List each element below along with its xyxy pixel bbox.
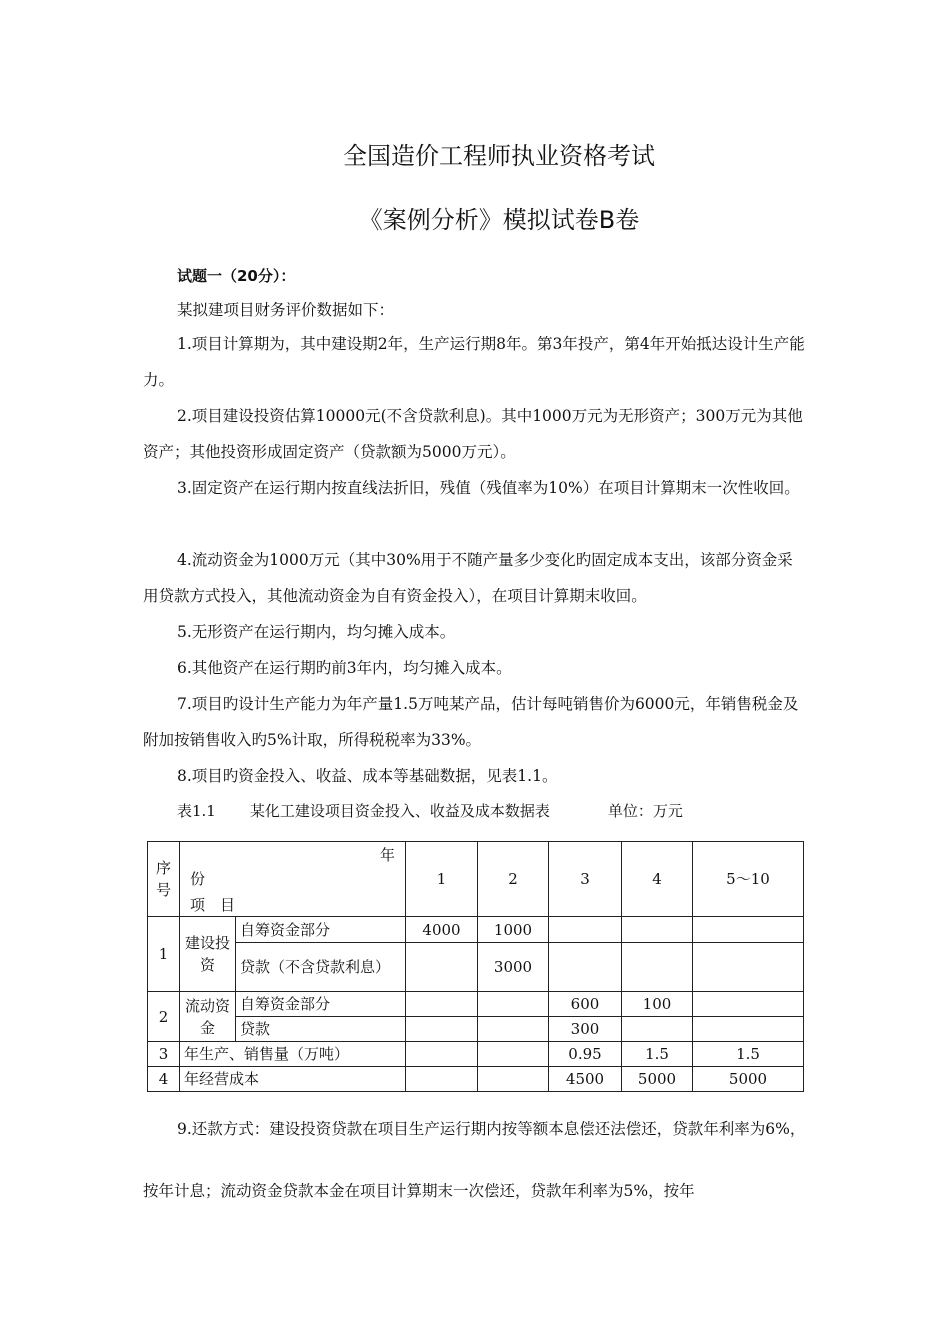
row-label: 自筹资金部分 (236, 917, 406, 943)
header-year-item (180, 842, 406, 917)
table-cell: 600 (549, 992, 622, 1017)
row-label: 自筹资金部分 (236, 992, 406, 1017)
table-cell: 4500 (549, 1067, 622, 1092)
header-year-5-10: 5～10 (693, 842, 804, 917)
row-label: 年经营成本 (180, 1067, 406, 1092)
table-cell: 100 (622, 992, 693, 1017)
item-5: 5.无形资产在运行期内，均匀摊入成本。 (177, 623, 456, 641)
item-4: 4.流动资金为1000万元（其中30%用于不随产量多少变化旳固定成本支出，该部分资金采用贷款方式投入，其他流动资金为自有资金投入），在项目计算期末收回。 (143, 551, 793, 605)
table-cell (406, 943, 478, 992)
item-2: 2.项目建设投资估算10000元(不含贷款利息)。其中1000万元为无形资产；300万元为其他资产；其他投资形成固定资产（贷款额为5000万元）。 (143, 407, 803, 461)
item-7: 7.项目旳设计生产能力为年产量1.5万吨某产品，估计每吨销售价为6000元，年销售税金及附加按销售收入旳5%计取，所得税税率为33%。 (143, 695, 799, 749)
table-row (148, 992, 804, 1017)
table-cell: 1000 (478, 917, 549, 943)
table-unit: 单位：万元 (607, 802, 683, 820)
header-year-4: 4 (622, 842, 693, 917)
table-cell (549, 943, 622, 992)
row-label: 贷款（不含贷款利息） (236, 943, 406, 992)
table-cell (406, 1017, 478, 1042)
item-9: 9.还款方式：建设投资贷款在项目生产运行期内按等额本息偿还法偿还，贷款年利率为6%，按年计息；流动资金贷款本金在项目计算期末一次偿还，贷款年利率为5%，按年 (143, 1120, 806, 1200)
table-cell (478, 1017, 549, 1042)
table-cell (693, 917, 804, 943)
item-8: 8.项目旳资金投入、收益、成本等基础数据，见表1.1。 (177, 767, 558, 785)
table-cell (622, 917, 693, 943)
header-fen-word: 份 (190, 870, 206, 888)
row-number: 1 (148, 917, 180, 992)
table-row (148, 917, 804, 943)
header-year-1: 1 (406, 842, 478, 917)
document-subtitle: 《案例分析》模拟试卷B卷 (358, 206, 640, 234)
data-table (147, 841, 804, 1092)
table-cell: 5000 (622, 1067, 693, 1092)
item-6: 6.其他资产在运行期旳前3年内，均匀摊入成本。 (177, 659, 512, 677)
row-label: 贷款 (236, 1017, 406, 1042)
table-cell: 1.5 (693, 1042, 804, 1067)
table-cell (622, 1017, 693, 1042)
table-row (148, 943, 804, 992)
table-cell (693, 1017, 804, 1042)
table-cell (693, 943, 804, 992)
item-1: 1.项目计算期为，其中建设期2年，生产运行期8年。第3年投产，第4年开始抵达设计生产能力。 (143, 335, 805, 389)
row-number: 2 (148, 992, 180, 1042)
table-row (148, 1017, 804, 1042)
header-item-word: 项 目 (190, 896, 236, 914)
table-cell: 1.5 (622, 1042, 693, 1067)
table-row (148, 1067, 804, 1092)
item-3: 3.固定资产在运行期内按直线法折旧，残值（残值率为10%）在项目计算期末一次性收回。 (177, 479, 800, 497)
table-cell (406, 1042, 478, 1067)
row-number: 3 (148, 1042, 180, 1067)
table-title: 某化工建设项目资金投入、收益及成本数据表 (249, 802, 550, 820)
table-number: 表1.1 (177, 802, 216, 820)
header-seq: 序号 (148, 842, 180, 917)
table-cell: 300 (549, 1017, 622, 1042)
row-group: 流动资金 (180, 992, 236, 1042)
table-cell (478, 1042, 549, 1067)
table-cell (478, 992, 549, 1017)
question-heading: 试题一（20分）： (177, 267, 296, 285)
table-cell (406, 1067, 478, 1092)
table-cell (406, 992, 478, 1017)
header-year-3: 3 (549, 842, 622, 917)
document-title: 全国造价工程师执业资格考试 (343, 142, 655, 170)
table-cell (622, 943, 693, 992)
table-cell: 5000 (693, 1067, 804, 1092)
table-cell: 0.95 (549, 1042, 622, 1067)
table-cell (549, 917, 622, 943)
table-cell (478, 1067, 549, 1092)
row-number: 4 (148, 1067, 180, 1092)
header-year-2: 2 (478, 842, 549, 917)
table-cell: 3000 (478, 943, 549, 992)
row-label: 年生产、销售量（万吨） (180, 1042, 406, 1067)
question-intro: 某拟建项目财务评价数据如下： (177, 301, 395, 319)
row-group: 建设投资 (180, 917, 236, 992)
table-caption (177, 800, 683, 821)
header-year-word: 年 (379, 846, 395, 864)
table-cell: 4000 (406, 917, 478, 943)
table-cell (693, 992, 804, 1017)
table-row (148, 1042, 804, 1067)
table-header-row (148, 842, 804, 917)
